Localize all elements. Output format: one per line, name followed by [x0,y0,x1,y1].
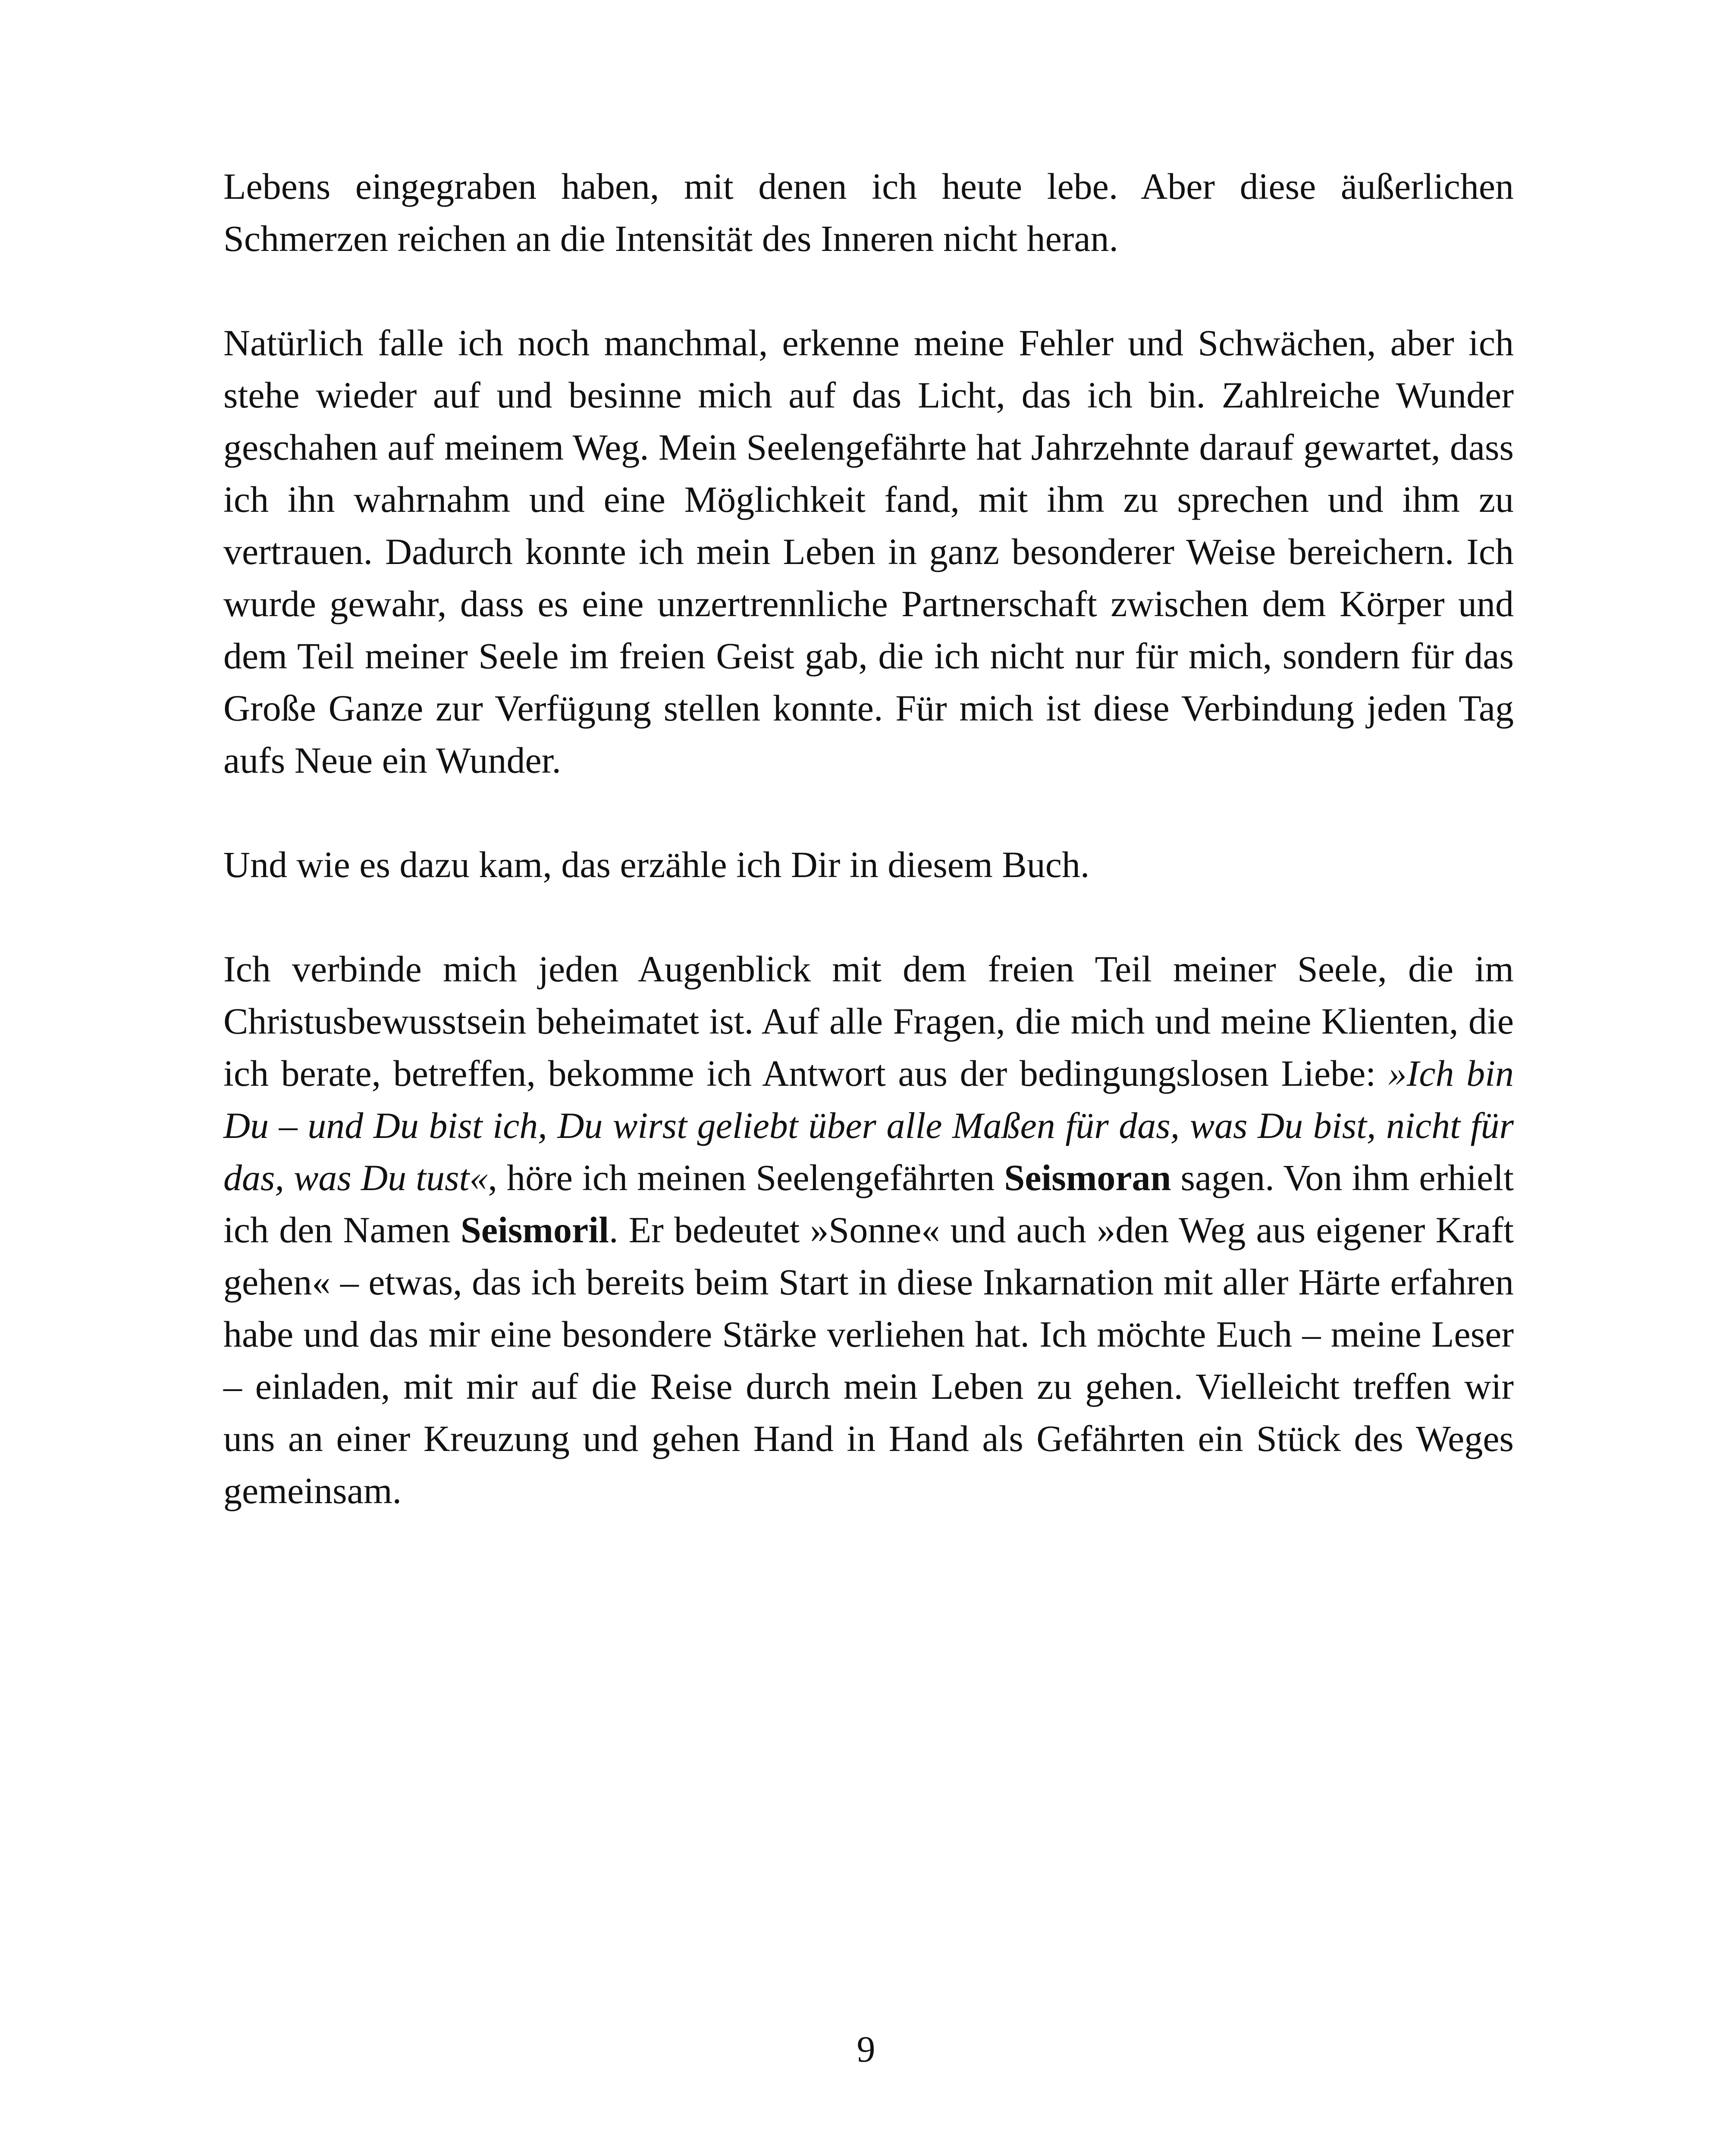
bold-name-seismoran: Seismoran [1004,1157,1171,1198]
paragraph-4-text-2: , höre ich meinen Seelengefährten [488,1157,1004,1198]
page-number: 9 [857,2028,875,2070]
paragraph-4-text-4: . Er bedeutet »Sonne« und auch »den Weg aus eigener Kraft gehen« – etwas, das ich bereits beim Start in diese Inkarnation mit aller Härte erfahren habe und das mir eine besondere Stärke verliehen hat. Ich möchte Euch – meine Leser – einladen, mit mir auf die Reise durch mein Leben zu gehen. Vielleicht treffen wir uns an einer Kreuzung und gehen Hand in Hand als Gefährten ein Stück des Weges gemeinsam. [223,1209,1514,1511]
body-text [223,160,1514,1517]
paragraph-4-text-1: Ich verbinde mich jeden Augenblick mit dem freien Teil meiner Seele, die im Christusbewusstsein beheimatet ist. Auf alle Fragen, die mich und meine Klienten, die ich berate, betreffen, bekomme ich Antwort aus der bedingungslosen Liebe: [223,948,1514,1094]
paragraph-3: Und wie es dazu kam, das erzähle ich Dir in diesem Buch. [223,844,1090,885]
paragraph-1: Lebens eingegraben haben, mit denen ich heute lebe. Aber diese äußerlichen Schmerzen reichen an die Intensität des Inneren nicht heran. [223,166,1514,259]
bold-name-seismoril: Seismoril [461,1209,609,1250]
paragraph-4 [223,943,1514,1517]
italic-quote: »Ich bin Du – und Du bist ich, Du wirst geliebt über alle Maßen für das, was Du bist, nicht für das, was Du tust« [223,1053,1514,1198]
paragraph-2: Natürlich falle ich noch manchmal, erkenne meine Fehler und Schwächen, aber ich stehe wieder auf und besinne mich auf das Licht, das ich bin. Zahlreiche Wunder geschahen auf meinem Weg. Mein Seelengefährte hat Jahrzehnte darauf gewartet, dass ich ihn wahrnahm und eine Möglichkeit fand, mit ihm zu sprechen und ihm zu vertrauen. Dadurch konnte ich mein Leben in ganz besonderer Weise bereichern. Ich wurde gewahr, dass es eine unzertrennliche Partnerschaft zwischen dem Körper und dem Teil meiner Seele im freien Geist gab, die ich nicht nur für mich, sondern für das Große Ganze zur Verfügung stellen konnte. Für mich ist diese Verbindung jeden Tag aufs Neue ein Wunder. [223,322,1514,781]
paragraph-4-text-3: sagen. Von ihm erhielt ich den Namen [223,1157,1514,1250]
